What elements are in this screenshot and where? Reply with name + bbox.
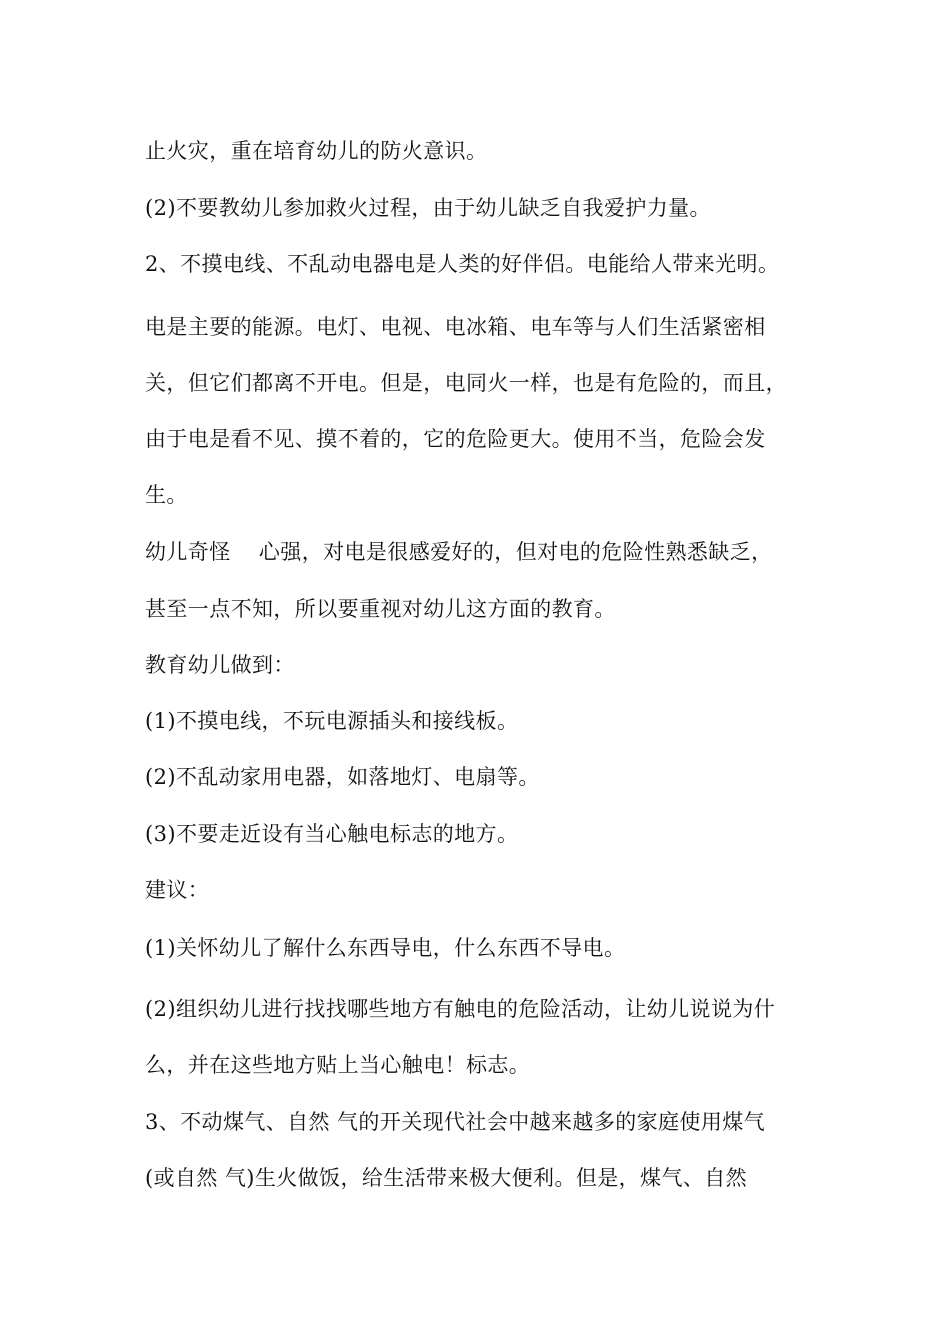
text-line: (2)不乱动家用电器，如落地灯、电扇等。 <box>145 765 540 789</box>
text-line: 甚至一点不知，所以要重视对幼儿这方面的教育。 <box>145 597 616 621</box>
text-line: (或自然 气)生火做饭，给生活带来极大便利。但是，煤气、自然 <box>145 1166 748 1190</box>
text-line: 教育幼儿做到： <box>145 653 295 677</box>
text-line: 么，并在这些地方贴上当心触电！标志。 <box>145 1053 531 1077</box>
text-line: (3)不要走近设有当心触电标志的地方。 <box>145 822 519 846</box>
text-line: 由于电是看不见、摸不着的，它的危险更大。使用不当，危险会发 <box>145 427 766 451</box>
text-line: 电是主要的能源。电灯、电视、电冰箱、电车等与人们生活紧密相 <box>145 315 766 339</box>
text-line: 幼儿奇怪 心强，对电是很感爱好的，但对电的危险性熟悉缺乏， <box>145 540 773 564</box>
text-line: 2、不摸电线、不乱动电器电是人类的好伴侣。电能给人带来光明。 <box>145 252 780 276</box>
text-line: 建议： <box>145 878 210 902</box>
text-line: 止火灾，重在培育幼儿的防火意识。 <box>145 139 488 163</box>
text-line: 关，但它们都离不开电。但是，电同火一样，也是有危险的，而且， <box>145 371 787 395</box>
text-line: (2)组织幼儿进行找找哪些地方有触电的危险活动，让幼儿说说为什 <box>145 997 776 1021</box>
text-line: 3、不动煤气、自然 气的开关现代社会中越来越多的家庭使用煤气 <box>145 1110 766 1134</box>
text-line: 生。 <box>145 483 188 507</box>
text-line: (1)不摸电线，不玩电源插头和接线板。 <box>145 709 519 733</box>
text-line: (1)关怀幼儿了解什么东西导电，什么东西不导电。 <box>145 936 626 960</box>
text-line: (2)不要教幼儿参加救火过程，由于幼儿缺乏自我爱护力量。 <box>145 196 711 220</box>
